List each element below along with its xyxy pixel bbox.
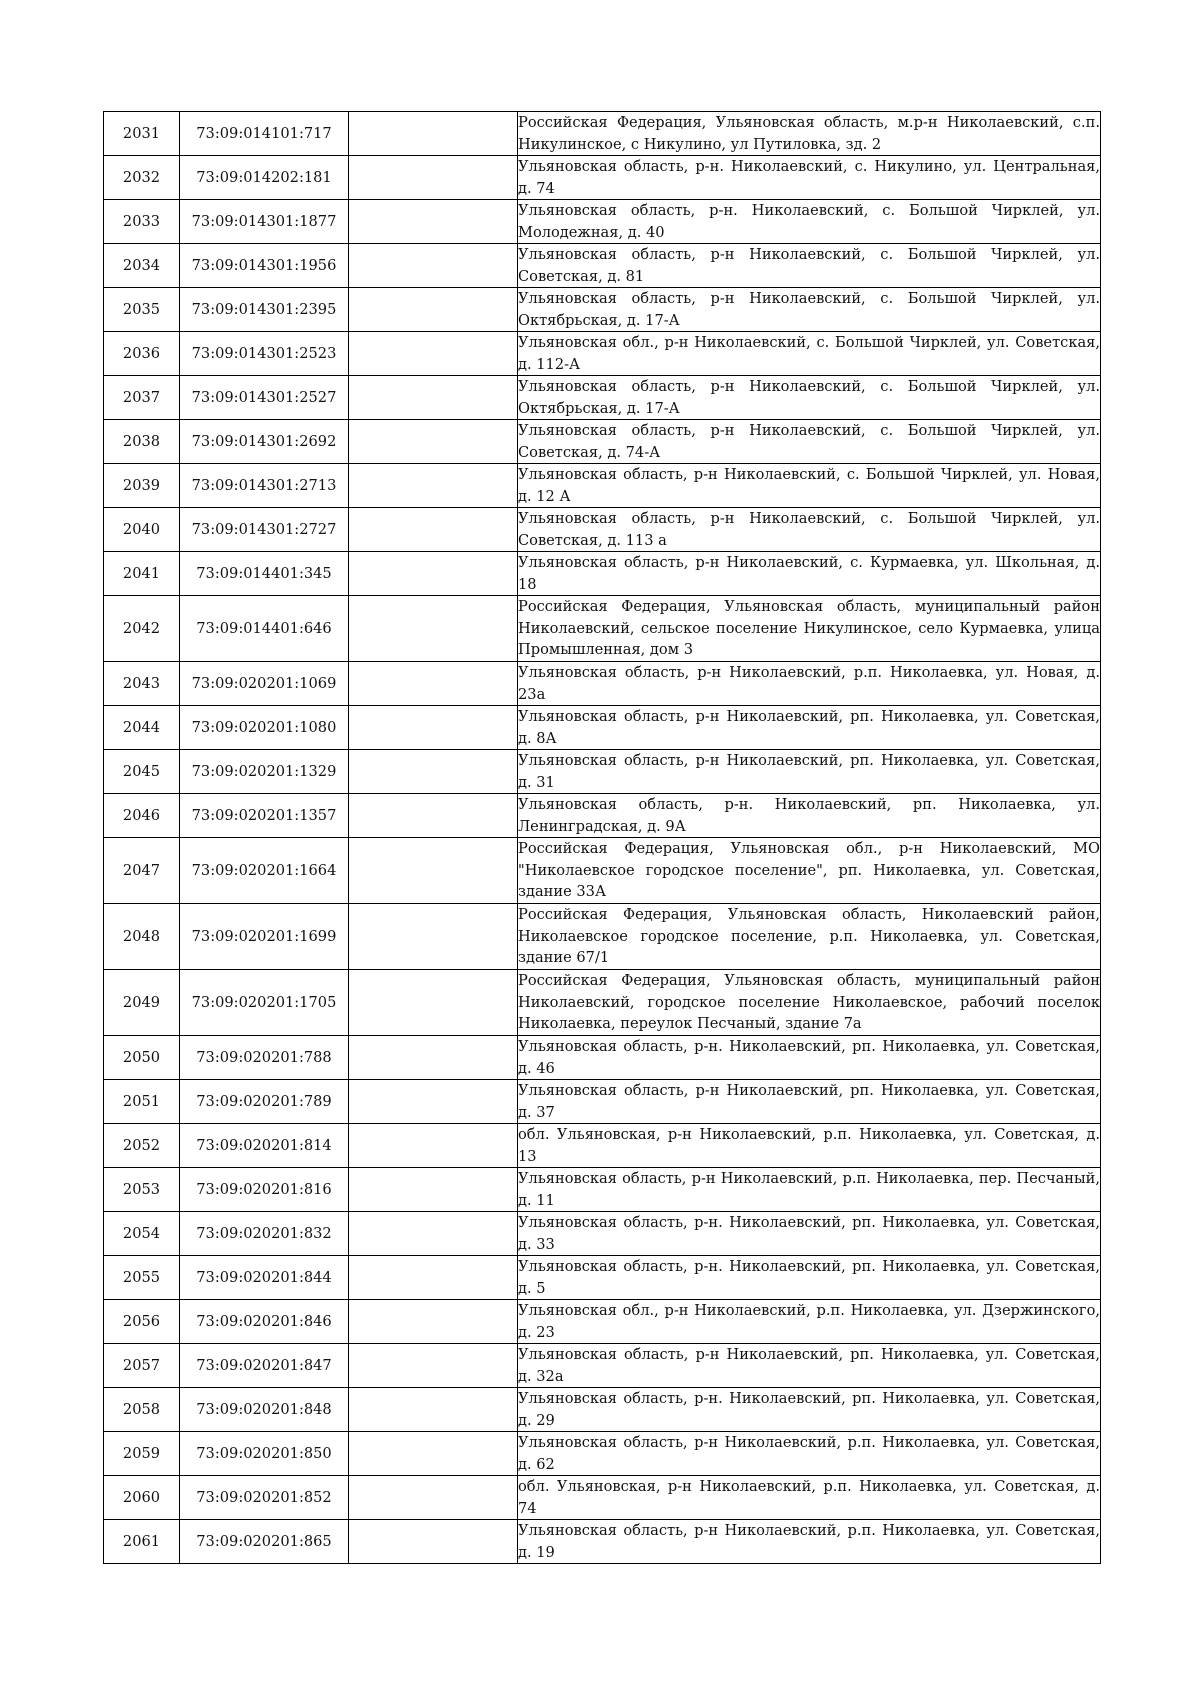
address-cell: Ульяновская обл., р-н Николаевский, р.п. Николаевка, ул. Дзержинского, д. 23 bbox=[518, 1300, 1101, 1344]
row-number-cell: 2059 bbox=[104, 1432, 180, 1476]
empty-cell bbox=[349, 794, 518, 838]
row-number-cell: 2041 bbox=[104, 552, 180, 596]
cadastral-number-cell: 73:09:020201:816 bbox=[180, 1168, 349, 1212]
address-cell: обл. Ульяновская, р-н Николаевский, р.п. Николаевка, ул. Советская, д. 74 bbox=[518, 1476, 1101, 1520]
empty-cell bbox=[349, 1388, 518, 1432]
table-row bbox=[104, 904, 1101, 970]
address-cell: Российская Федерация, Ульяновская область, муниципальный район Николаевский, городское поселение Николаевское, рабочий поселок Николаевка, переулок Песчаный, здание 7а bbox=[518, 970, 1101, 1036]
empty-cell bbox=[349, 1476, 518, 1520]
table-row bbox=[104, 1432, 1101, 1476]
address-cell: Ульяновская область, р-н Николаевский, с. Большой Чирклей, ул. Советская, д. 74-А bbox=[518, 420, 1101, 464]
table-row bbox=[104, 420, 1101, 464]
row-number-cell: 2049 bbox=[104, 970, 180, 1036]
cadastral-number-cell: 73:09:014101:717 bbox=[180, 112, 349, 156]
cadastral-number-cell: 73:09:014401:345 bbox=[180, 552, 349, 596]
address-cell: Ульяновская область, р-н Николаевский, с. Большой Чирклей, ул. Новая, д. 12 А bbox=[518, 464, 1101, 508]
address-cell: Ульяновская область, р-н Николаевский, с. Большой Чирклей, ул. Советская, д. 81 bbox=[518, 244, 1101, 288]
address-cell: обл. Ульяновская, р-н Николаевский, р.п. Николаевка, ул. Советская, д. 13 bbox=[518, 1124, 1101, 1168]
address-cell: Российская Федерация, Ульяновская область, муниципальный район Николаевский, сельское поселение Никулинское, село Курмаевка, улица Промышленная, дом 3 bbox=[518, 596, 1101, 662]
empty-cell bbox=[349, 904, 518, 970]
cadastral-number-cell: 73:09:014301:2523 bbox=[180, 332, 349, 376]
row-number-cell: 2054 bbox=[104, 1212, 180, 1256]
cadastral-number-cell: 73:09:014401:646 bbox=[180, 596, 349, 662]
cadastral-number-cell: 73:09:020201:1705 bbox=[180, 970, 349, 1036]
address-cell: Ульяновская область, р-н Николаевский, р.п. Николаевка, ул. Советская, д. 62 bbox=[518, 1432, 1101, 1476]
empty-cell bbox=[349, 420, 518, 464]
empty-cell bbox=[349, 156, 518, 200]
table-row bbox=[104, 1080, 1101, 1124]
table-row bbox=[104, 1476, 1101, 1520]
table-row bbox=[104, 1300, 1101, 1344]
empty-cell bbox=[349, 1432, 518, 1476]
cadastral-number-cell: 73:09:020201:788 bbox=[180, 1036, 349, 1080]
row-number-cell: 2037 bbox=[104, 376, 180, 420]
address-cell: Российская Федерация, Ульяновская область, м.р-н Николаевский, с.п. Никулинское, с Никулино, ул Путиловка, зд. 2 bbox=[518, 112, 1101, 156]
address-cell: Российская Федерация, Ульяновская обл., р-н Николаевский, МО "Николаевское городское поселение", рп. Николаевка, ул. Советская, здание 33А bbox=[518, 838, 1101, 904]
cadastral-number-cell: 73:09:020201:852 bbox=[180, 1476, 349, 1520]
empty-cell bbox=[349, 1520, 518, 1564]
address-cell: Ульяновская область, р-н. Николаевский, рп. Николаевка, ул. Ленинградская, д. 9А bbox=[518, 794, 1101, 838]
row-number-cell: 2043 bbox=[104, 662, 180, 706]
cadastral-number-cell: 73:09:014301:2713 bbox=[180, 464, 349, 508]
address-cell: Ульяновская область, р-н Николаевский, рп. Николаевка, ул. Советская, д. 37 bbox=[518, 1080, 1101, 1124]
empty-cell bbox=[349, 552, 518, 596]
empty-cell bbox=[349, 288, 518, 332]
cadastral-number-cell: 73:09:014301:2727 bbox=[180, 508, 349, 552]
cadastral-number-cell: 73:09:014202:181 bbox=[180, 156, 349, 200]
table-row bbox=[104, 838, 1101, 904]
empty-cell bbox=[349, 376, 518, 420]
address-cell: Ульяновская область, р-н. Николаевский, рп. Николаевка, ул. Советская, д. 29 bbox=[518, 1388, 1101, 1432]
row-number-cell: 2048 bbox=[104, 904, 180, 970]
address-cell: Российская Федерация, Ульяновская область, Николаевский район, Николаевское городское поселение, р.п. Николаевка, ул. Советская, здание 67/1 bbox=[518, 904, 1101, 970]
table-row bbox=[104, 1168, 1101, 1212]
row-number-cell: 2042 bbox=[104, 596, 180, 662]
cadastral-number-cell: 73:09:020201:832 bbox=[180, 1212, 349, 1256]
cadastral-number-cell: 73:09:020201:789 bbox=[180, 1080, 349, 1124]
empty-cell bbox=[349, 1168, 518, 1212]
address-cell: Ульяновская область, р-н. Николаевский, с. Никулино, ул. Центральная, д. 74 bbox=[518, 156, 1101, 200]
row-number-cell: 2039 bbox=[104, 464, 180, 508]
empty-cell bbox=[349, 596, 518, 662]
cadastral-number-cell: 73:09:014301:1956 bbox=[180, 244, 349, 288]
row-number-cell: 2033 bbox=[104, 200, 180, 244]
table-row bbox=[104, 1520, 1101, 1564]
cadastral-number-cell: 73:09:020201:850 bbox=[180, 1432, 349, 1476]
cadastral-number-cell: 73:09:020201:1664 bbox=[180, 838, 349, 904]
row-number-cell: 2051 bbox=[104, 1080, 180, 1124]
cadastral-number-cell: 73:09:014301:2395 bbox=[180, 288, 349, 332]
table-row bbox=[104, 508, 1101, 552]
row-number-cell: 2060 bbox=[104, 1476, 180, 1520]
row-number-cell: 2034 bbox=[104, 244, 180, 288]
table-row bbox=[104, 1124, 1101, 1168]
address-cell: Ульяновская область, р-н. Николаевский, рп. Николаевка, ул. Советская, д. 46 bbox=[518, 1036, 1101, 1080]
empty-cell bbox=[349, 1036, 518, 1080]
cadastral-number-cell: 73:09:020201:814 bbox=[180, 1124, 349, 1168]
cadastral-number-cell: 73:09:020201:865 bbox=[180, 1520, 349, 1564]
address-cell: Ульяновская область, р-н. Николаевский, рп. Николаевка, ул. Советская, д. 33 bbox=[518, 1212, 1101, 1256]
cadastral-number-cell: 73:09:014301:1877 bbox=[180, 200, 349, 244]
empty-cell bbox=[349, 332, 518, 376]
row-number-cell: 2056 bbox=[104, 1300, 180, 1344]
address-cell: Ульяновская область, р-н Николаевский, рп. Николаевка, ул. Советская, д. 31 bbox=[518, 750, 1101, 794]
cadastral-number-cell: 73:09:020201:1357 bbox=[180, 794, 349, 838]
address-cell: Ульяновская обл., р-н Николаевский, с. Большой Чирклей, ул. Советская, д. 112-А bbox=[518, 332, 1101, 376]
empty-cell bbox=[349, 464, 518, 508]
cadastral-number-cell: 73:09:020201:1080 bbox=[180, 706, 349, 750]
address-cell: Ульяновская область, р-н Николаевский, р.п. Николаевка, ул. Советская, д. 19 bbox=[518, 1520, 1101, 1564]
table-row bbox=[104, 464, 1101, 508]
row-number-cell: 2044 bbox=[104, 706, 180, 750]
cadastral-number-cell: 73:09:020201:1329 bbox=[180, 750, 349, 794]
empty-cell bbox=[349, 1080, 518, 1124]
row-number-cell: 2035 bbox=[104, 288, 180, 332]
cadastral-number-cell: 73:09:014301:2527 bbox=[180, 376, 349, 420]
row-number-cell: 2052 bbox=[104, 1124, 180, 1168]
row-number-cell: 2061 bbox=[104, 1520, 180, 1564]
table-row bbox=[104, 1344, 1101, 1388]
address-cell: Ульяновская область, р-н Николаевский, рп. Николаевка, ул. Советская, д. 8А bbox=[518, 706, 1101, 750]
row-number-cell: 2032 bbox=[104, 156, 180, 200]
table-row bbox=[104, 706, 1101, 750]
row-number-cell: 2040 bbox=[104, 508, 180, 552]
address-cell: Ульяновская область, р-н Николаевский, р.п. Николаевка, ул. Новая, д. 23а bbox=[518, 662, 1101, 706]
address-cell: Ульяновская область, р-н Николаевский, рп. Николаевка, ул. Советская, д. 32а bbox=[518, 1344, 1101, 1388]
empty-cell bbox=[349, 970, 518, 1036]
table-row bbox=[104, 1036, 1101, 1080]
address-cell: Ульяновская область, р-н Николаевский, р.п. Николаевка, пер. Песчаный, д. 11 bbox=[518, 1168, 1101, 1212]
empty-cell bbox=[349, 706, 518, 750]
row-number-cell: 2036 bbox=[104, 332, 180, 376]
address-cell: Ульяновская область, р-н Николаевский, с. Большой Чирклей, ул. Советская, д. 113 а bbox=[518, 508, 1101, 552]
table-row bbox=[104, 112, 1101, 156]
table-row bbox=[104, 1256, 1101, 1300]
cadastral-number-cell: 73:09:020201:1699 bbox=[180, 904, 349, 970]
cadastral-number-cell: 73:09:020201:844 bbox=[180, 1256, 349, 1300]
table-row bbox=[104, 156, 1101, 200]
address-cell: Ульяновская область, р-н Николаевский, с. Большой Чирклей, ул. Октябрьская, д. 17-А bbox=[518, 376, 1101, 420]
table-row bbox=[104, 750, 1101, 794]
address-cell: Ульяновская область, р-н. Николаевский, с. Большой Чирклей, ул. Молодежная, д. 40 bbox=[518, 200, 1101, 244]
address-cell: Ульяновская область, р-н Николаевский, с. Курмаевка, ул. Школьная, д. 18 bbox=[518, 552, 1101, 596]
row-number-cell: 2053 bbox=[104, 1168, 180, 1212]
table-row bbox=[104, 332, 1101, 376]
empty-cell bbox=[349, 1212, 518, 1256]
row-number-cell: 2046 bbox=[104, 794, 180, 838]
empty-cell bbox=[349, 838, 518, 904]
table-row bbox=[104, 376, 1101, 420]
row-number-cell: 2038 bbox=[104, 420, 180, 464]
table-row bbox=[104, 970, 1101, 1036]
row-number-cell: 2031 bbox=[104, 112, 180, 156]
row-number-cell: 2045 bbox=[104, 750, 180, 794]
table-row bbox=[104, 552, 1101, 596]
table-row bbox=[104, 596, 1101, 662]
address-cell: Ульяновская область, р-н Николаевский, с. Большой Чирклей, ул. Октябрьская, д. 17-А bbox=[518, 288, 1101, 332]
empty-cell bbox=[349, 1256, 518, 1300]
empty-cell bbox=[349, 112, 518, 156]
empty-cell bbox=[349, 508, 518, 552]
cadastral-number-cell: 73:09:020201:846 bbox=[180, 1300, 349, 1344]
cadastral-number-cell: 73:09:020201:847 bbox=[180, 1344, 349, 1388]
empty-cell bbox=[349, 750, 518, 794]
row-number-cell: 2050 bbox=[104, 1036, 180, 1080]
table-row bbox=[104, 200, 1101, 244]
row-number-cell: 2057 bbox=[104, 1344, 180, 1388]
row-number-cell: 2058 bbox=[104, 1388, 180, 1432]
table-row bbox=[104, 794, 1101, 838]
row-number-cell: 2055 bbox=[104, 1256, 180, 1300]
empty-cell bbox=[349, 1124, 518, 1168]
empty-cell bbox=[349, 1344, 518, 1388]
table-row bbox=[104, 662, 1101, 706]
table-row bbox=[104, 244, 1101, 288]
address-cell: Ульяновская область, р-н. Николаевский, рп. Николаевка, ул. Советская, д. 5 bbox=[518, 1256, 1101, 1300]
empty-cell bbox=[349, 1300, 518, 1344]
empty-cell bbox=[349, 662, 518, 706]
table-row bbox=[104, 1388, 1101, 1432]
empty-cell bbox=[349, 244, 518, 288]
table-row bbox=[104, 288, 1101, 332]
property-registry-table bbox=[103, 111, 1101, 1564]
table-row bbox=[104, 1212, 1101, 1256]
cadastral-number-cell: 73:09:020201:848 bbox=[180, 1388, 349, 1432]
cadastral-number-cell: 73:09:020201:1069 bbox=[180, 662, 349, 706]
row-number-cell: 2047 bbox=[104, 838, 180, 904]
cadastral-number-cell: 73:09:014301:2692 bbox=[180, 420, 349, 464]
empty-cell bbox=[349, 200, 518, 244]
